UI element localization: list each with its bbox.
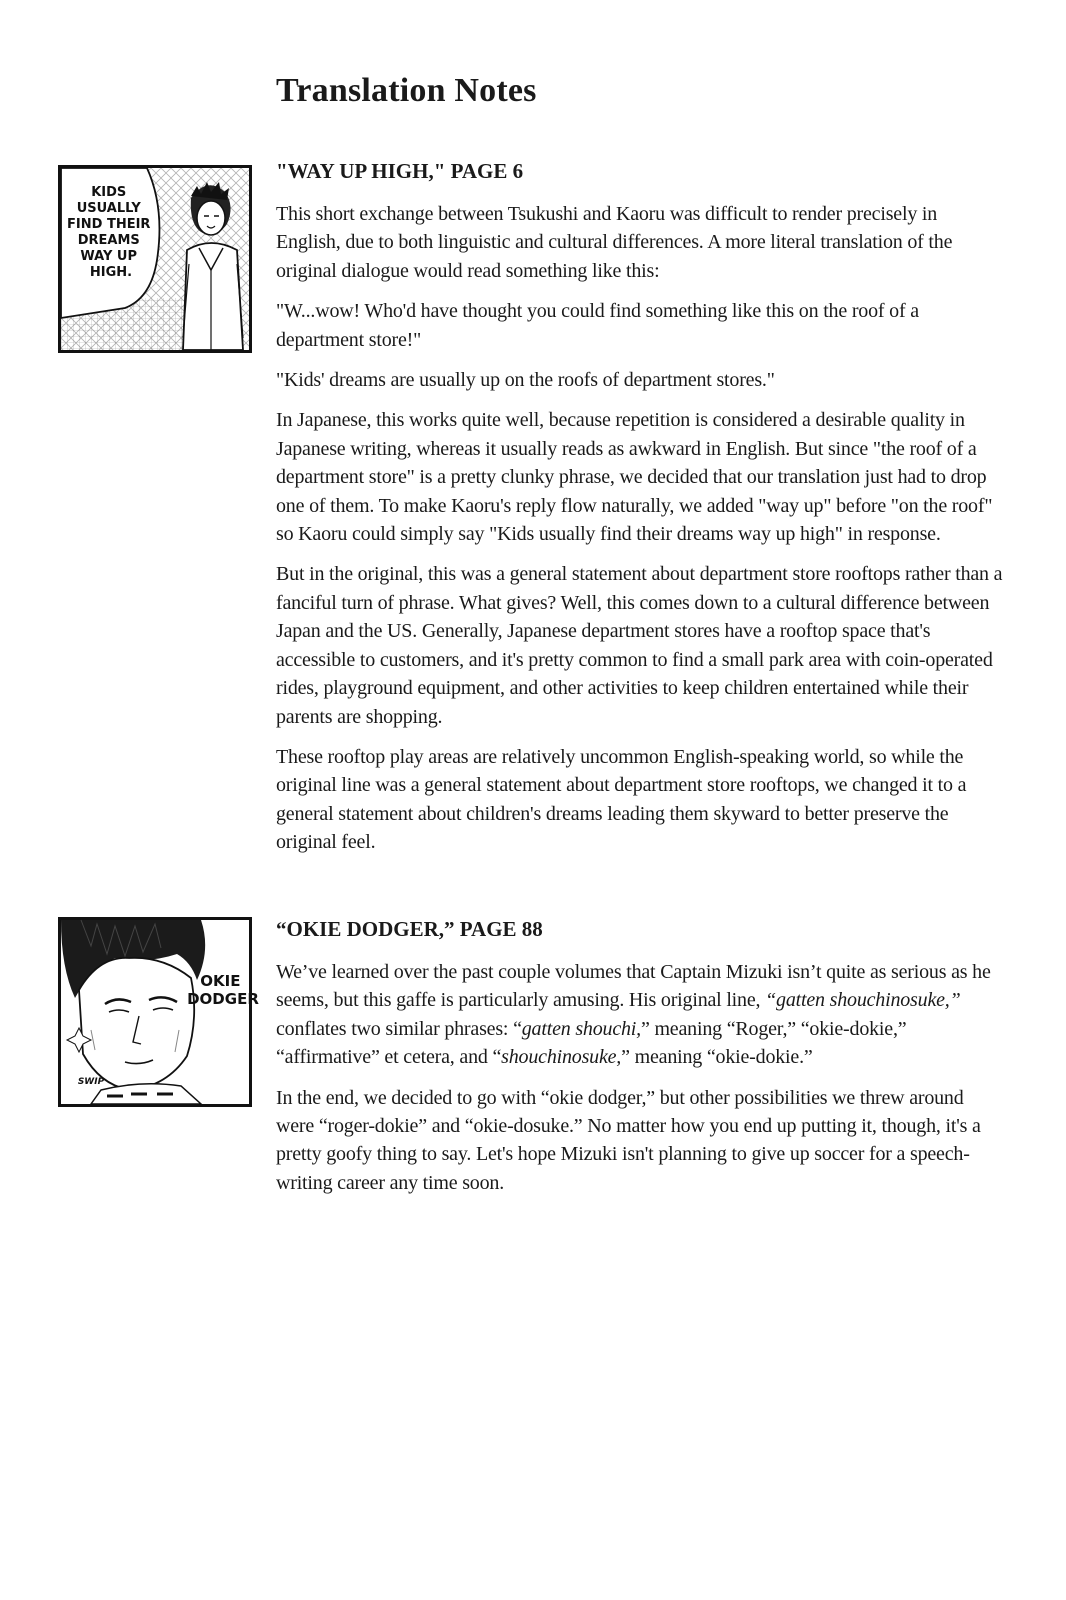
note-paragraph: In the end, we decided to go with “okie dodger,” but other possibilities we threw around were “roger-dokie” and “okie-dosuke.” No matter how you end up putting it, though, it's a pretty goofy thing to say. Let's hope Mizuki isn't planning to give up soccer for a speech-writing career any time soon. (276, 1086, 981, 1194)
japanese-phrase: “gatten shouchinosuke,” (765, 989, 961, 1012)
panel-caption-line: USUALLY (76, 201, 141, 216)
text-run: ” meaning “Roger,” “okie-dokie,” “affirmative” et cetera, and “ (276, 1017, 907, 1069)
translation-note-way-up-high (276, 158, 1006, 869)
panel-sfx: SWIP (77, 1077, 105, 1087)
note-paragraph (276, 958, 1006, 1072)
note-quote: "Kids' dreams are usually up on the roofs of department stores." (276, 369, 775, 392)
manga-panel-art (61, 168, 249, 350)
text-run: We’ve learned over the past couple volumes that Captain Mizuki isn’t quite as serious as he seems, but this gaffe is particularly amusing. His original line, (276, 961, 991, 1012)
panel-caption-line: WAY UP (80, 249, 138, 264)
note-paragraph: These rooftop play areas are relatively uncommon English-speaking world, so while the original line was a general statement about department store rooftops, we changed it to a general statement about children's dreams leading them skyward to better preserve the original feel. (276, 745, 967, 854)
note-quote: "W...wow! Who'd have thought you could find something like this on the roof of a department store!" (276, 300, 919, 351)
panel-caption-line: HIGH. (89, 265, 133, 280)
text-run: ” meaning “okie-dokie.” (621, 1046, 813, 1069)
note-heading: "WAY UP HIGH," PAGE 6 (276, 159, 524, 183)
note-paragraph: This short exchange between Tsukushi and Kaoru was difficult to render precisely in English, due to both linguistic and cultural differences. A more literal translation of the original dialogue would read something like this: (276, 203, 953, 282)
page-title: Translation Notes (276, 72, 537, 109)
note-paragraph: But in the original, this was a general statement about department store rooftops rather than a fanciful turn of phrase. What gives? Well, this comes down to a cultural difference between Japan and the US. Generally, Japanese department stores have a rooftop space that's accessible to customers, and it's pretty common to find a small park area with coin-operated rides, playground equipment, and other activities to keep children entertained while their parents are shopping. (276, 563, 1003, 728)
panel-caption-line: DREAMS (77, 233, 140, 248)
japanese-phrase: gatten shouchi, (521, 1017, 641, 1040)
manga-panel-art (61, 920, 259, 1104)
manga-panel-way-up-high (58, 165, 252, 353)
note-paragraph: In Japanese, this works quite well, because repetition is considered a desirable quality in Japanese writing, whereas it usually reads as awkward in English. But since "the roof of a department store" is a pretty clunky phrase, we decided that our translation just had to drop one of them. To make Kaoru's reply flow naturally, we added "way up" before "on the roof" so Kaoru could simply say "Kids usually find their dreams way up high" in response. (276, 409, 993, 546)
panel-caption-line: DODGER (187, 990, 259, 1008)
japanese-phrase: shouchinosuke, (501, 1046, 622, 1069)
panel-caption-line: KIDS (91, 185, 127, 200)
translation-note-okie-dodger (276, 916, 1006, 1209)
manga-panel-okie-dodger (58, 917, 259, 1107)
panel-caption-line: OKIE (200, 972, 241, 990)
panel-caption-line: FIND THEIR (67, 217, 151, 232)
text-run: conflates two similar phrases: “ (276, 1017, 522, 1040)
note-heading: “OKIE DODGER,” PAGE 88 (276, 917, 543, 941)
